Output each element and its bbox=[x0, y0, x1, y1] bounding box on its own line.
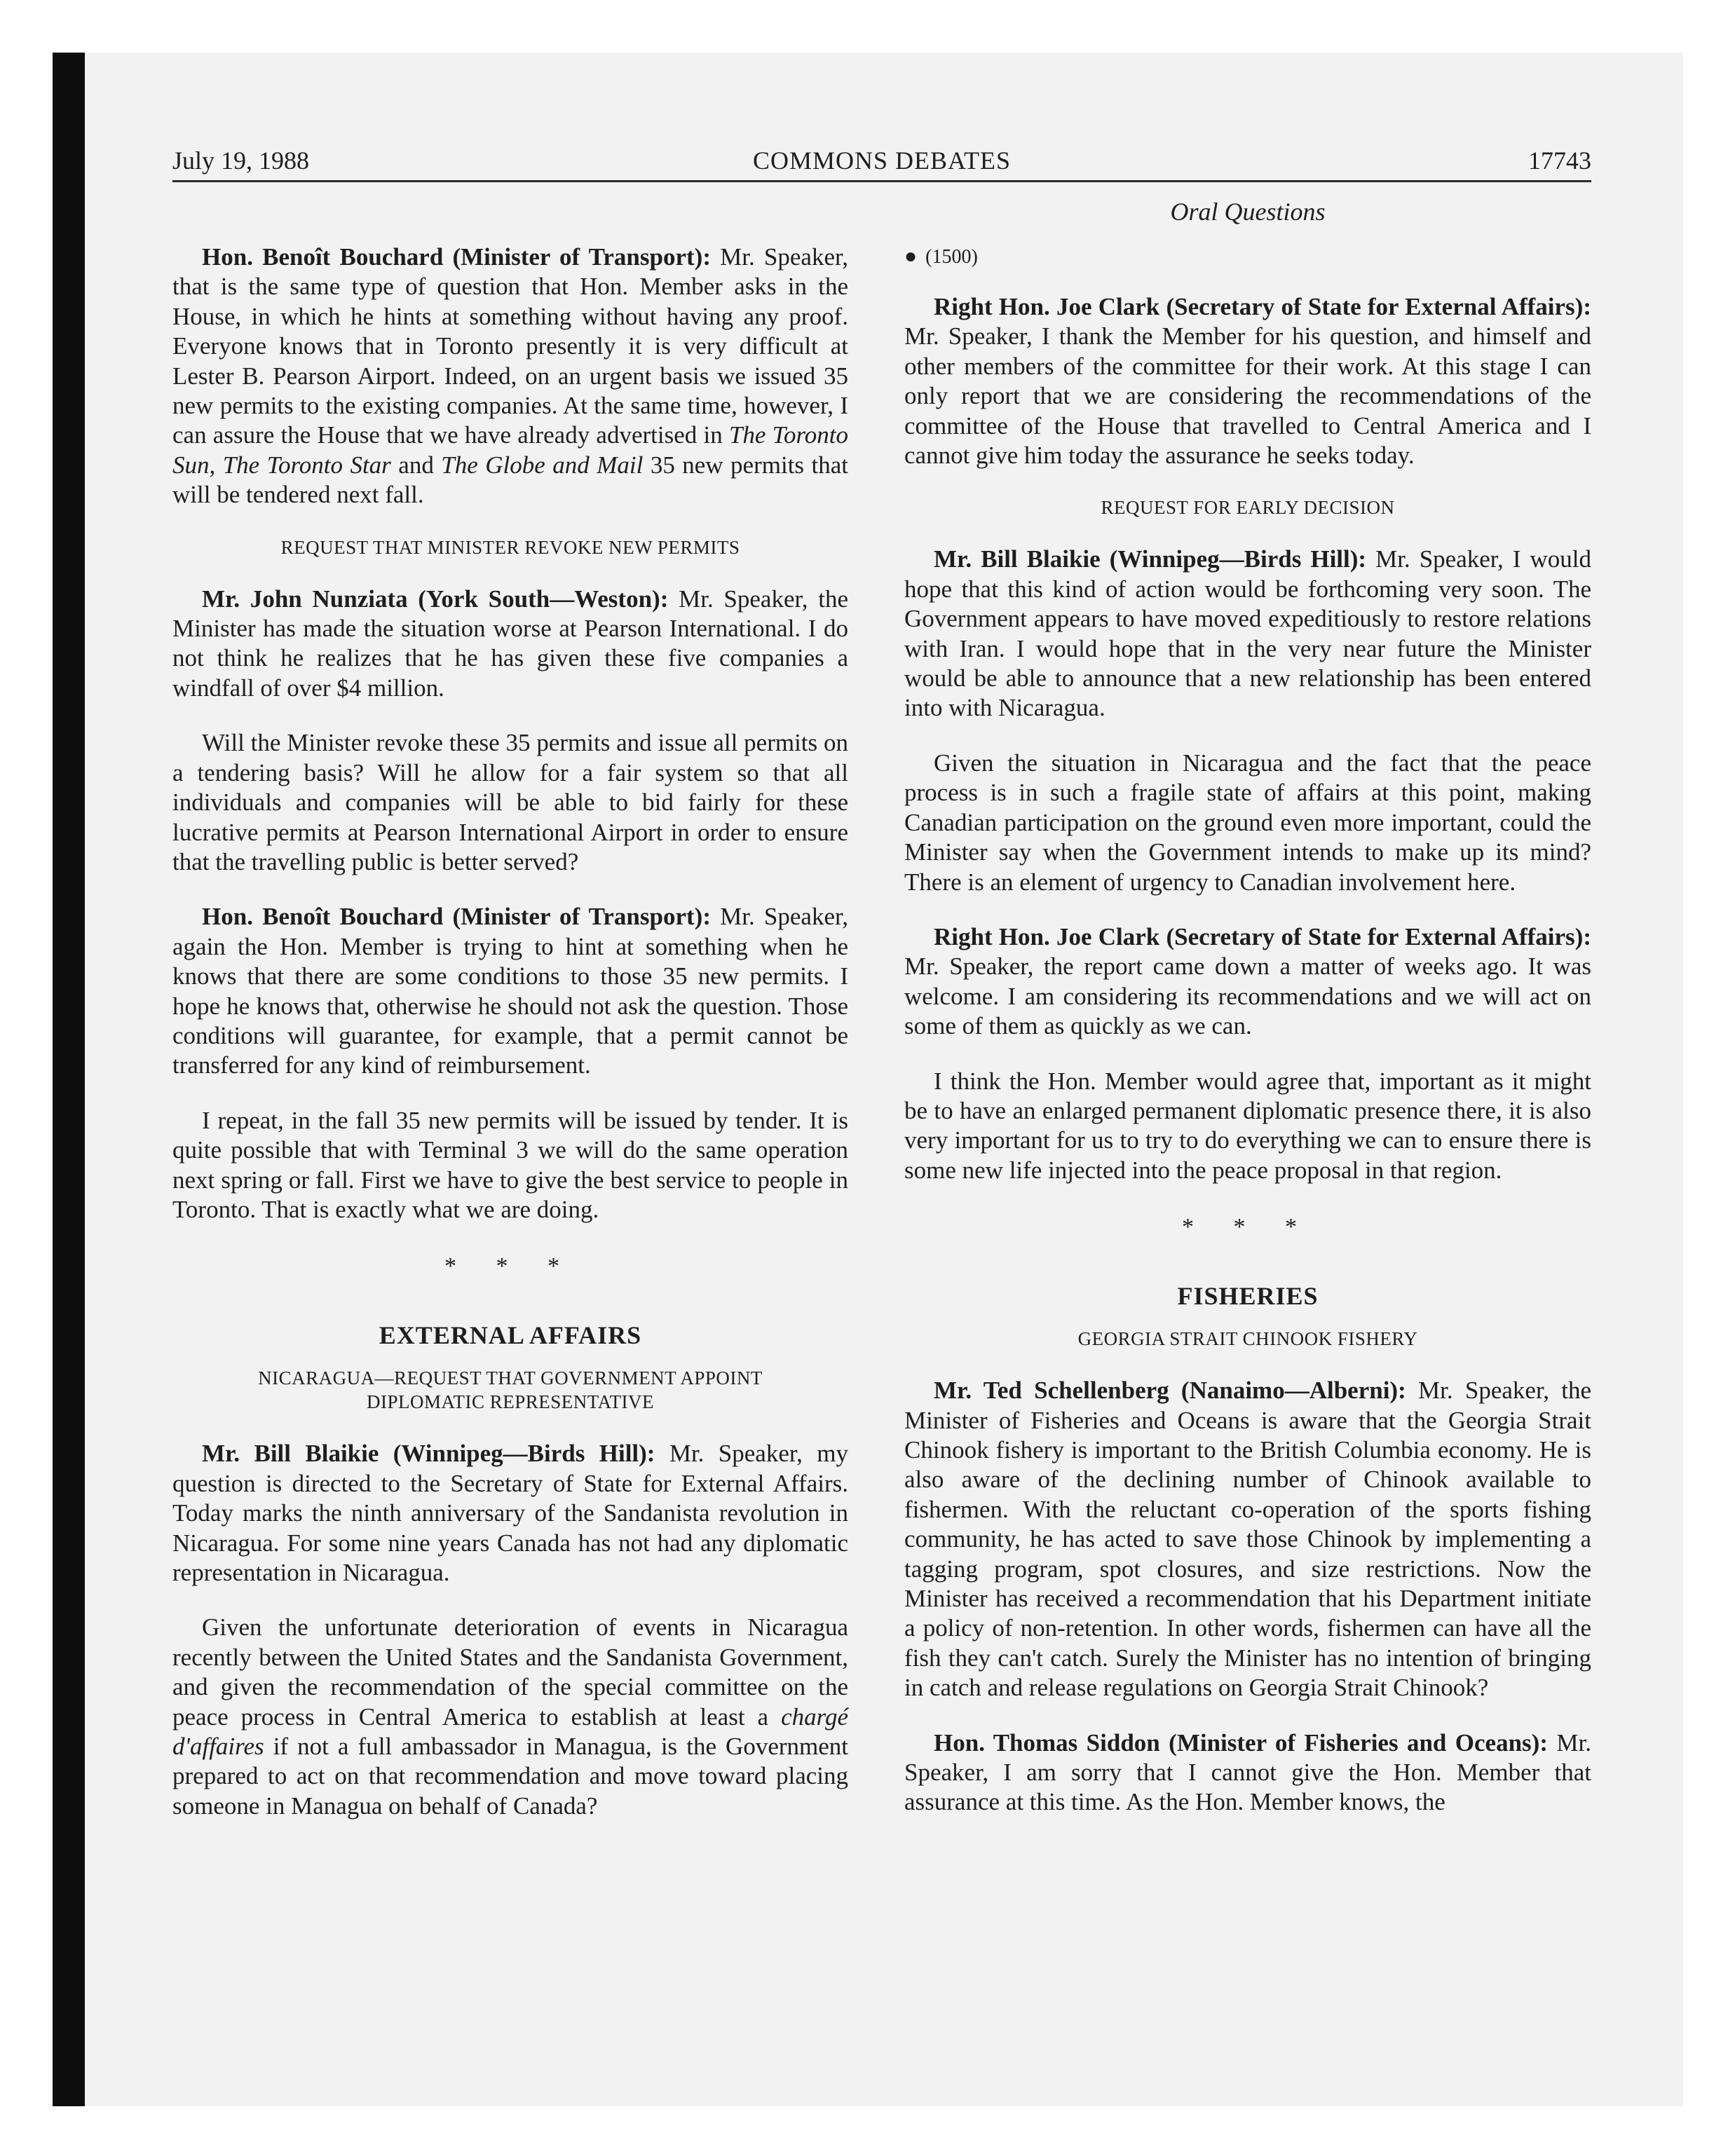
speaker-name: Hon. Thomas Siddon (Minister of Fisheries and Oceans): bbox=[934, 1728, 1548, 1756]
speaker-name: Hon. Benoît Bouchard (Minister of Transport): bbox=[202, 243, 711, 271]
section-divider: * * * bbox=[444, 1253, 576, 1280]
section-divider: * * * bbox=[1182, 1214, 1314, 1241]
paragraph: Mr. Bill Blaikie (Winnipeg—Birds Hill): Mr. Speaker, my question is directed to the Secretary of State for External Affairs. Today marks the ninth anniversary of the Sandanista revolution in Nicaragua. For some nine years Canada has not had any diplomatic representation in Nicaragua. bbox=[172, 1440, 848, 1586]
speaker-name: Mr. Bill Blaikie (Winnipeg—Birds Hill): bbox=[202, 1440, 655, 1468]
paragraph: Given the situation in Nicaragua and the fact that the peace process is in such a fragile state of affairs at this point, making Canadian participation on the ground even more important, could the Minister say when the Government intends to make up its mind? There is an element of urgency to Canadian involvement here. bbox=[904, 749, 1591, 896]
paragraph: Right Hon. Joe Clark (Secretary of State for External Affairs): Mr. Speaker, the report came down a matter of weeks ago. It was welcome. I am considering its recommendations and we will act on some of them as quickly as we can. bbox=[904, 922, 1591, 1040]
paragraph: Mr. Bill Blaikie (Winnipeg—Birds Hill): Mr. Speaker, I would hope that this kind of action would be forthcoming very soon. The Government appears to have moved expeditiously to restore relations with Iran. I would hope that in the very near future the Minister would be able to announce that a new relationship has been entered into with Nicaragua. bbox=[904, 545, 1591, 722]
scan-border bbox=[53, 53, 85, 2106]
section-heading: FISHERIES bbox=[1177, 1282, 1319, 1311]
paragraph: Hon. Benoît Bouchard (Minister of Transport): Mr. Speaker, again the Hon. Member is trying to hint at something when he knows that there are some conditions to those 35 new permits. I hope he knows that, otherwise he should not ask the question. Those conditions will guarantee, for example, that a permit cannot be transferred for any kind of reimbursement. bbox=[172, 903, 848, 1079]
running-head bbox=[172, 144, 1591, 182]
paragraph: Hon. Thomas Siddon (Minister of Fisheries and Oceans): Mr. Speaker, I am sorry that I cannot give the Hon. Member that assurance at this time. As the Hon. Member knows, the bbox=[904, 1728, 1591, 1816]
bullet-icon: ● bbox=[904, 245, 918, 268]
header-page-number: 17743 bbox=[1528, 146, 1591, 175]
paragraph: I repeat, in the fall 35 new permits will be issued by tender. It is quite possible that with Terminal 3 we will do the same operation next spring or fall. First we have to give the best service to people in Toronto. That is exactly what we are doing. bbox=[172, 1106, 848, 1223]
italic-term: chargé d'affaires bbox=[172, 1703, 848, 1761]
speaker-name: Right Hon. Joe Clark (Secretary of State for External Affairs): bbox=[934, 922, 1591, 950]
subheading: NICARAGUA—REQUEST THAT GOVERNMENT APPOINT DIPLOMATIC REPRESENTATIVE bbox=[258, 1367, 763, 1413]
paragraph: Mr. John Nunziata (York South—Weston): Mr. Speaker, the Minister has made the situation worse at Pearson International. I do not think he realizes that he has given these five companies a windfall of over $4 million. bbox=[172, 585, 848, 702]
subheading: GEORGIA STRAIT CHINOOK FISHERY bbox=[1077, 1328, 1418, 1350]
header-date: July 19, 1988 bbox=[172, 146, 310, 175]
header-publication: COMMONS DEBATES bbox=[752, 146, 1012, 175]
publication-title: The Globe and Mail bbox=[441, 451, 644, 479]
speaker-name: Mr. Ted Schellenberg (Nanaimo—Alberni): bbox=[934, 1377, 1406, 1405]
subheading: REQUEST THAT MINISTER REVOKE NEW PERMITS bbox=[280, 536, 740, 558]
speaker-name: Hon. Benoît Bouchard (Minister of Transport): bbox=[202, 903, 711, 931]
left-column bbox=[172, 243, 848, 1846]
section-label: Oral Questions bbox=[1170, 198, 1326, 226]
paragraph: I think the Hon. Member would agree that, important as it might be to have an enlarged permanent diplomatic presence there, it is also very important for us to try to do everything we can to ensure there is some new life injected into the peace proposal in that region. bbox=[904, 1067, 1591, 1184]
timestamp: ● (1500) bbox=[904, 245, 978, 268]
paragraph: Will the Minister revoke these 35 permits and issue all permits on a tendering basis? Will he allow for a fair system so that all individuals and companies will be able to bid fairly for these lucrative permits at Pearson International Airport in order to ensure that the travelling public is better served? bbox=[172, 729, 848, 875]
right-column bbox=[904, 243, 1591, 1843]
speaker-name: Right Hon. Joe Clark (Secretary of State for External Affairs): bbox=[934, 293, 1591, 320]
section-heading: EXTERNAL AFFAIRS bbox=[379, 1321, 642, 1350]
paragraph: Mr. Ted Schellenberg (Nanaimo—Alberni): Mr. Speaker, the Minister of Fisheries and Oceans is aware that the Georgia Strait Chinook fishery is important to the British Columbia economy. He is also aware of the declining number of Chinook available to fishermen. With the reluctant co-operation of the sports fishing community, he has acted to save those Chinook by implementing a tagging program, spot closures, and size restrictions. Now the Minister has received a recommendation that his Department initiate a policy of non-retention. In other words, fishermen can have all the fish they can't catch. Surely the Minister has no intention of bringing in catch and release regulations on Georgia Strait Chinook? bbox=[904, 1377, 1591, 1702]
speaker-name: Mr. Bill Blaikie (Winnipeg—Birds Hill): bbox=[934, 545, 1367, 573]
publication-title: The Toronto Sun, The Toronto Star bbox=[172, 421, 848, 479]
speaker-name: Mr. John Nunziata (York South—Weston): bbox=[202, 585, 669, 613]
paragraph: Right Hon. Joe Clark (Secretary of State for External Affairs): Mr. Speaker, I thank the Member for his question, and himself and other members of the committee for their work. At this stage I can only report that we are considering the recommendations of the committee of the House that travelled to Central America and I cannot give him today the assurance he seeks today. bbox=[904, 293, 1591, 470]
subheading: REQUEST FOR EARLY DECISION bbox=[1101, 497, 1395, 519]
paragraph: Given the unfortunate deterioration of events in Nicaragua recently between the United States and the Sandanista Government, and given the recommendation of the special committee on the peace process in Central America to establish at least a chargé d'affaires if not a full ambassador in Managua, is the Government prepared to act on that recommendation and move toward placing someone in Managua on behalf of Canada? bbox=[172, 1613, 848, 1820]
paragraph: Hon. Benoît Bouchard (Minister of Transport): Mr. Speaker, that is the same type of question that Hon. Member asks in the House, in which he hints at something without having any proof. Everyone knows that in Toronto presently it is very difficult at Lester B. Pearson Airport. Indeed, on an urgent basis we issued 35 new permits to the existing companies. At the same time, however, I can assure the House that we have already advertised in The Toronto Sun, The Toronto Star and The Globe and Mail 35 new permits that will be tendered next fall. bbox=[172, 243, 848, 509]
